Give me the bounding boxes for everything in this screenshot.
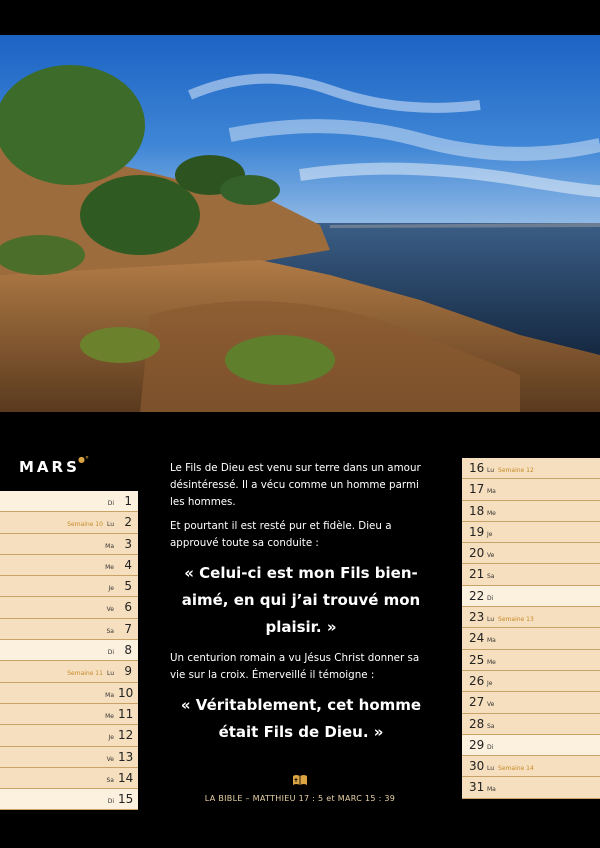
weekday-label: Ve [487, 552, 495, 560]
calendar-day [0, 661, 138, 682]
calendar-day [0, 597, 138, 618]
paragraph-3: Un centurion romain a vu Jésus Christ donner sa vie sur la croix. Émerveillé il témoigne : [170, 652, 420, 681]
calendar-day [462, 522, 600, 543]
calendar-day [0, 512, 138, 533]
weekday-label: Sa [106, 627, 114, 635]
calendar-day [462, 628, 600, 649]
calendar-day [462, 777, 600, 798]
day-number: 7 [124, 621, 132, 636]
weekday-label: Me [487, 658, 496, 666]
week-label: Semaine 11 [67, 670, 103, 678]
calendar-day [462, 650, 600, 671]
calendar-day [0, 619, 138, 640]
month-title: MARS [19, 458, 80, 476]
day-number: 22 [469, 588, 485, 603]
day-number: 2 [124, 515, 132, 530]
weekday-label: Lu [487, 616, 495, 624]
weekday-label: Je [487, 530, 493, 538]
weekday-label: Je [487, 679, 493, 687]
day-number: 1 [124, 494, 132, 508]
day-number: 26 [469, 673, 485, 688]
weekday-label: Ma [487, 786, 496, 794]
day-number: 9 [124, 664, 132, 679]
day-number: 21 [469, 567, 485, 582]
paragraph-1: Le Fils de Dieu est venu sur terre dans un amour désintéressé. Il a vécu comme un homme parmi les hommes. [170, 462, 421, 508]
weekday-label: Ma [105, 542, 114, 550]
calendar-day [0, 747, 138, 768]
quote-2: « Véritablement, cet homme était Fils de Dieu. » [180, 696, 422, 741]
day-number: 5 [124, 579, 132, 594]
calendar-day [462, 607, 600, 628]
weekday-label: Ma [487, 488, 496, 496]
day-number: 6 [124, 600, 132, 615]
paragraph-2: Et pourtant il est resté pur et fidèle. Dieu a approuvé toute sa conduite : [170, 520, 392, 549]
weekday-label: Me [105, 712, 114, 720]
calendar-day [0, 491, 138, 512]
weekday-label: Me [487, 509, 496, 517]
day-number: 3 [124, 536, 132, 551]
calendar-day [462, 479, 600, 500]
calendar-day [462, 692, 600, 713]
day-number: 24 [469, 631, 485, 646]
day-number: 8 [124, 643, 132, 658]
bible-reference: LA BIBLE – MATTHIEU 17 : 5 et MARC 15 : 39 [204, 794, 396, 803]
devotional-text [170, 460, 432, 755]
weekday-label: Ma [105, 691, 114, 699]
day-number: 31 [469, 780, 485, 795]
day-number: 14 [118, 770, 134, 785]
week-label: Semaine 12 [498, 467, 534, 474]
weekday-label: Di [107, 798, 114, 806]
day-number: 29 [469, 737, 485, 752]
weekday-label: Je [108, 734, 114, 742]
day-number: 17 [469, 482, 485, 497]
calendar-day [0, 534, 138, 555]
weekday-label: Lu [106, 521, 114, 529]
week-label: Semaine 14 [498, 765, 534, 773]
bible-book-icon [292, 771, 308, 783]
day-number: 16 [469, 461, 485, 475]
day-number: 11 [118, 706, 134, 721]
weekday-label: Ve [487, 701, 495, 709]
day-number: 12 [118, 728, 134, 743]
calendar-day [0, 725, 138, 746]
weekday-label: Di [487, 743, 494, 751]
day-number: 4 [124, 557, 132, 572]
decorative-dots-icon: ●° [78, 455, 89, 464]
week-label: Semaine 10 [67, 521, 103, 529]
weekday-label: Ma [487, 637, 496, 645]
calendar-day [462, 671, 600, 692]
day-number: 20 [469, 546, 485, 561]
weekday-label: Sa [487, 573, 495, 581]
calendar-day [0, 789, 138, 810]
calendar-day [0, 640, 138, 661]
weekday-label: Ve [106, 755, 114, 763]
day-number: 27 [469, 695, 485, 710]
weekday-label: Lu [487, 467, 495, 474]
day-number: 10 [118, 685, 134, 700]
calendar-days-left [0, 491, 138, 810]
weekday-label: Me [105, 563, 114, 571]
weekday-label: Sa [106, 776, 114, 784]
calendar-day [462, 543, 600, 564]
weekday-label: Lu [106, 670, 114, 678]
calendar-day [0, 704, 138, 725]
quote-1: « Celui-ci est mon Fils bien-aimé, en qui j’ai trouvé mon plaisir. » [181, 564, 421, 636]
day-number: 30 [469, 759, 485, 774]
day-number: 25 [469, 652, 485, 667]
day-number: 13 [118, 749, 134, 764]
weekday-label: Di [487, 594, 494, 602]
day-number: 15 [118, 792, 134, 807]
day-number: 18 [469, 503, 485, 518]
calendar-day [462, 756, 600, 777]
day-number: 28 [469, 716, 485, 731]
calendar-day [0, 576, 138, 597]
weekday-label: Di [107, 649, 114, 657]
weekday-label: Sa [487, 722, 495, 730]
calendar-day [462, 735, 600, 756]
weekday-label: Di [107, 500, 114, 507]
calendar-day [462, 714, 600, 735]
calendar-day [462, 564, 600, 585]
calendar-day [0, 555, 138, 576]
calendar-day [0, 683, 138, 704]
week-label: Semaine 13 [498, 616, 534, 624]
calendar-day [462, 501, 600, 522]
day-number: 23 [469, 610, 485, 625]
calendar-day [0, 768, 138, 789]
weekday-label: Je [108, 585, 114, 593]
landscape-photo [0, 35, 600, 412]
day-number: 19 [469, 524, 485, 539]
weekday-label: Ve [106, 606, 114, 614]
weekday-label: Lu [487, 765, 495, 773]
calendar-day [462, 586, 600, 607]
calendar-day [462, 458, 600, 479]
calendar-days-right [462, 458, 600, 799]
